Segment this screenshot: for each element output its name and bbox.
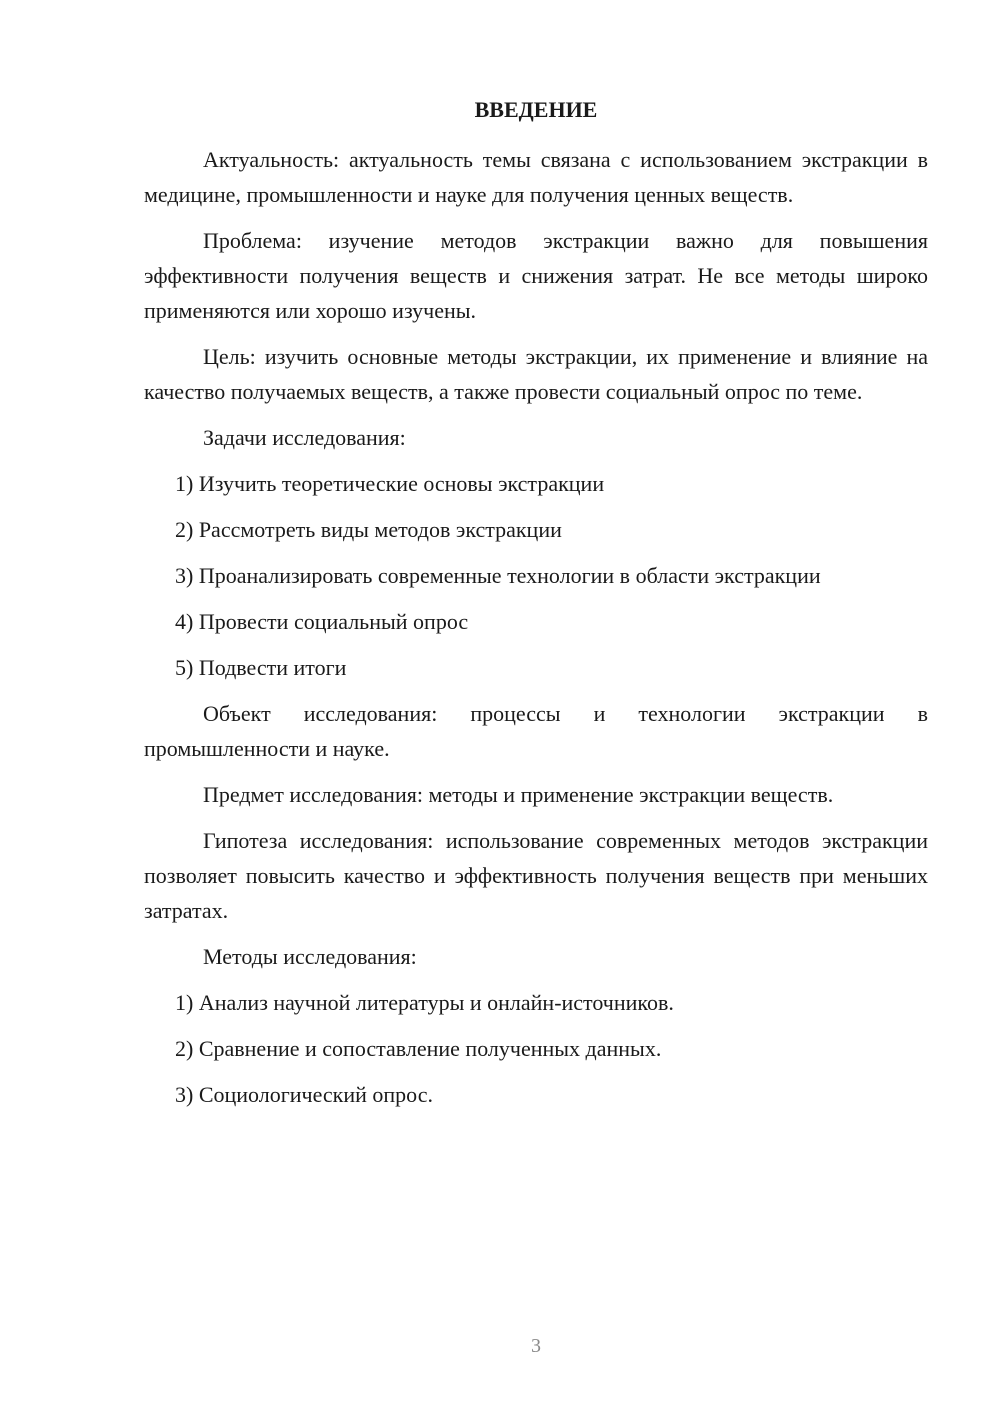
page-number: 3 <box>531 1335 541 1357</box>
section-title: ВВЕДЕНИЕ <box>474 97 598 122</box>
object-paragraph: Объект исследования: процессы и технологии экстракции в промышленности и науке. <box>144 701 928 761</box>
methods-heading: Методы исследования: <box>203 944 417 969</box>
document-body <box>144 142 928 1123</box>
hypothesis-paragraph: Гипотеза исследования: использование современных методов экстракции позволяет повысить качество и эффективность получения веществ при меньших затратах. <box>144 828 928 923</box>
goal-paragraph: Цель: изучить основные методы экстракции, их применение и влияние на качество получаемых веществ, а также провести социальный опрос по теме. <box>144 344 928 404</box>
tasks-list <box>144 466 928 685</box>
task-item: 5) Подвести итоги <box>175 655 347 680</box>
task-item: 4) Провести социальный опрос <box>175 609 469 634</box>
tasks-heading: Задачи исследования: <box>203 425 406 450</box>
task-item: 2) Рассмотреть виды методов экстракции <box>175 517 562 542</box>
task-item: 1) Изучить теоретические основы экстракции <box>175 471 605 496</box>
method-item: 1) Анализ научной литературы и онлайн-источников. <box>175 990 674 1015</box>
relevance-paragraph: Актуальность: актуальность темы связана с использованием экстракции в медицине, промышленности и науке для получения ценных веществ. <box>144 147 928 207</box>
methods-list <box>144 985 928 1112</box>
method-item: 3) Социологический опрос. <box>175 1082 433 1107</box>
method-item: 2) Сравнение и сопоставление полученных данных. <box>175 1036 662 1061</box>
task-item: 3) Проанализировать современные технологии в области экстракции <box>175 563 821 588</box>
problem-paragraph: Проблема: изучение методов экстракции важно для повышения эффективности получения веществ и снижения затрат. Не все методы широко применяются или хорошо изучены. <box>144 228 928 323</box>
subject-paragraph: Предмет исследования: методы и применение экстракции веществ. <box>203 782 834 807</box>
